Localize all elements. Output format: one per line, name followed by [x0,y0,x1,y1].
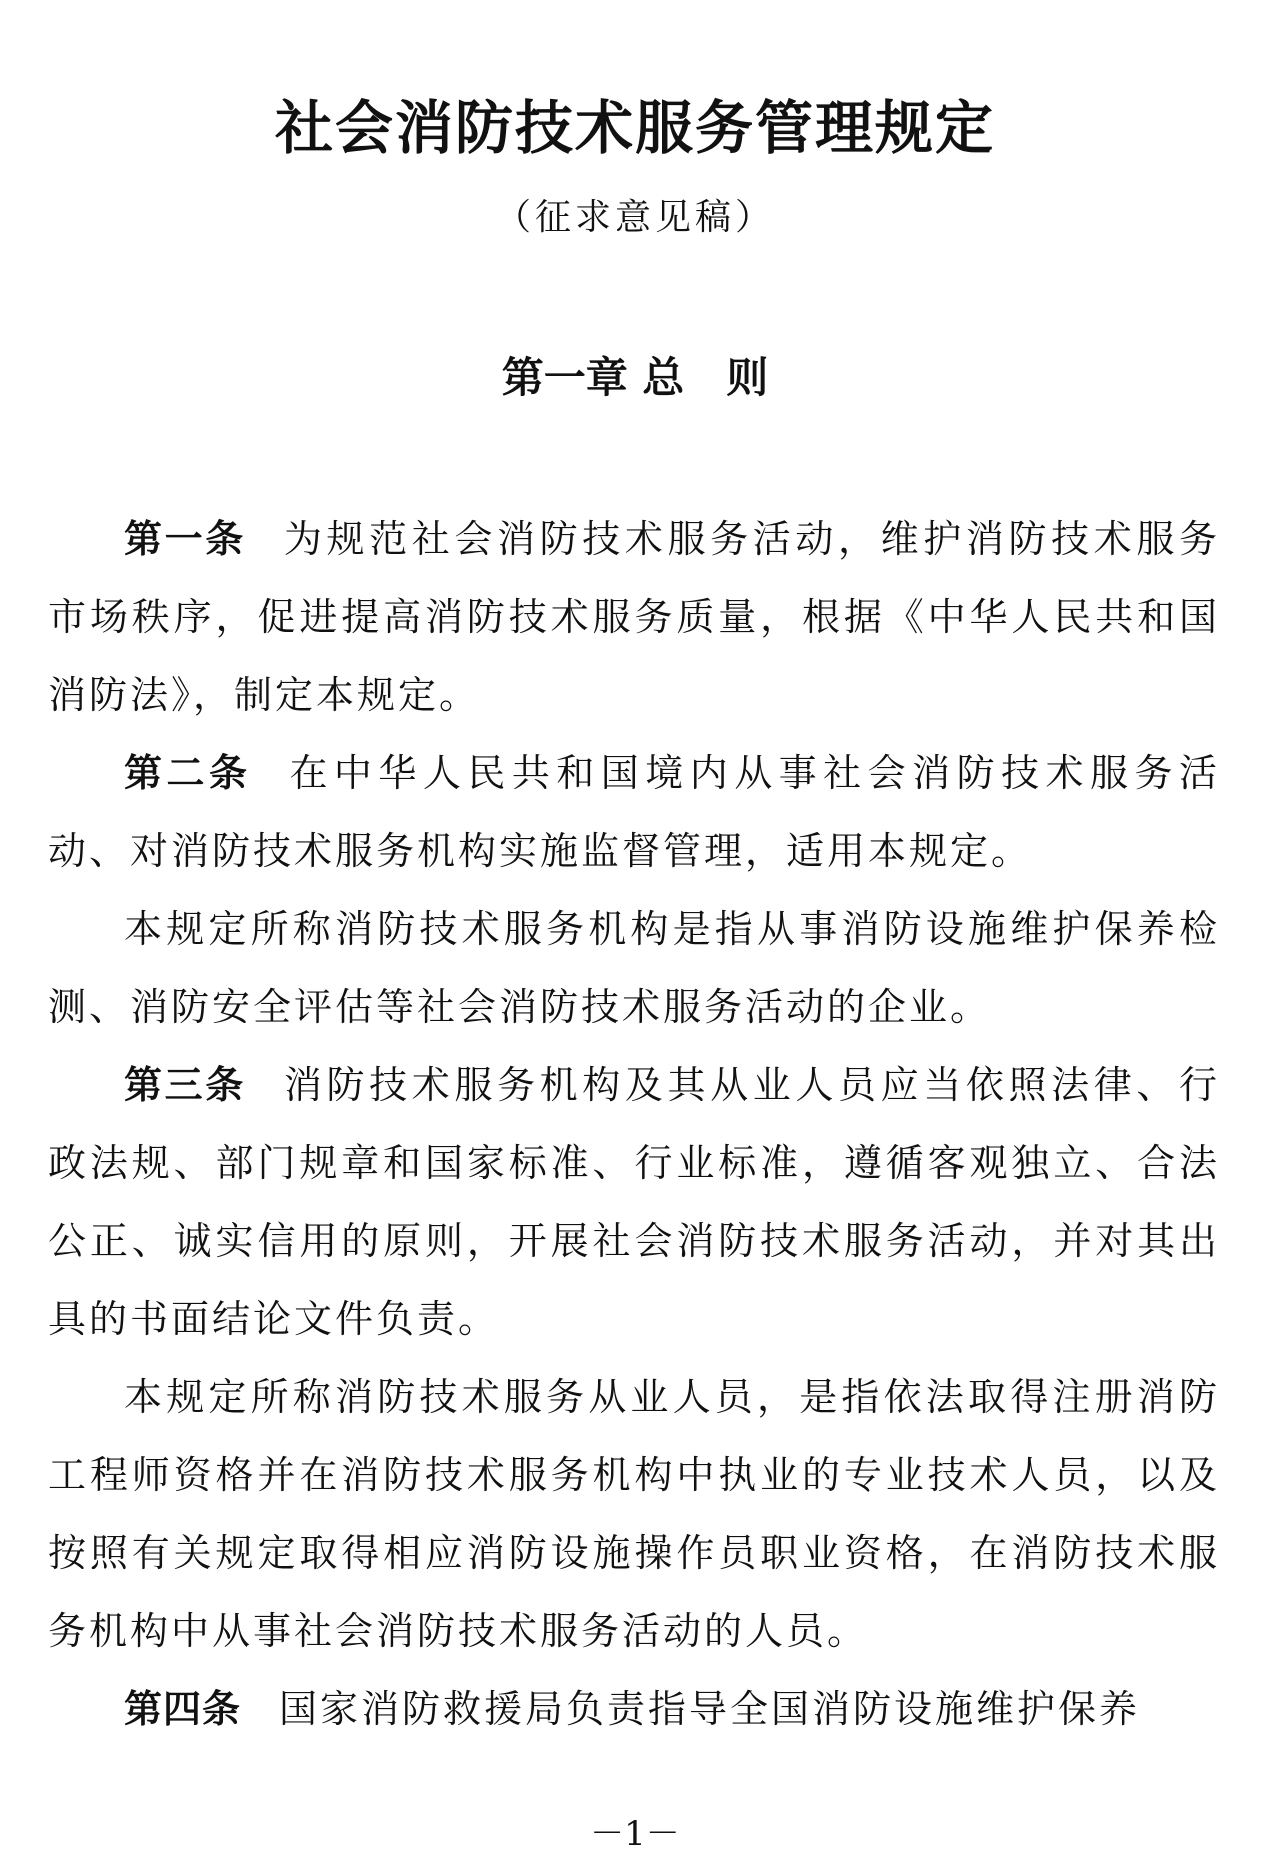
chapter-heading: 第一章 总 则 [501,353,769,402]
article-text: 国家消防救援局负责指导全国消防设施维护保养 [279,1687,1141,1731]
article-text: 在中华人民共和国境内从事社会消防技术服务活动、对消防技术服务机构实施监督管理，适用本规定。 [48,751,1220,873]
article-label: 第三条 [124,1063,246,1107]
article-3-continuation-paragraph [48,1358,1220,1670]
article-3-paragraph [48,1046,1220,1358]
page-number: －1－ [590,1814,680,1854]
article-text: 本规定所称消防技术服务机构是指从事消防设施维护保养检测、消防安全评估等社会消防技术服务活动的企业。 [48,907,1220,1029]
article-label: 第四条 [124,1687,242,1731]
article-text: 为规范社会消防技术服务活动，维护消防技术服务市场秩序，促进提高消防技术服务质量，根据《中华人民共和国消防法》，制定本规定。 [48,517,1220,717]
article-2-continuation-paragraph [48,890,1220,1046]
document-subtitle: （征求意见稿） [494,197,775,238]
article-2-paragraph [48,734,1220,890]
article-label: 第二条 [124,751,252,795]
article-4-paragraph [48,1670,1220,1748]
article-label: 第一条 [124,517,246,561]
article-text: 本规定所称消防技术服务从业人员，是指依法取得注册消防工程师资格并在消防技术服务机构中执业的专业技术人员，以及按照有关规定取得相应消防设施操作员职业资格，在消防技术服务机构中从事社会消防技术服务活动的人员。 [48,1375,1220,1653]
document-body [48,500,1220,1748]
article-1-paragraph [48,500,1220,734]
article-text: 消防技术服务机构及其从业人员应当依照法律、行政法规、部门规章和国家标准、行业标准，遵循客观独立、合法公正、诚实信用的原则，开展社会消防技术服务活动，并对其出具的书面结论文件负责。 [48,1063,1220,1341]
document-title: 社会消防技术服务管理规定 [274,94,995,162]
